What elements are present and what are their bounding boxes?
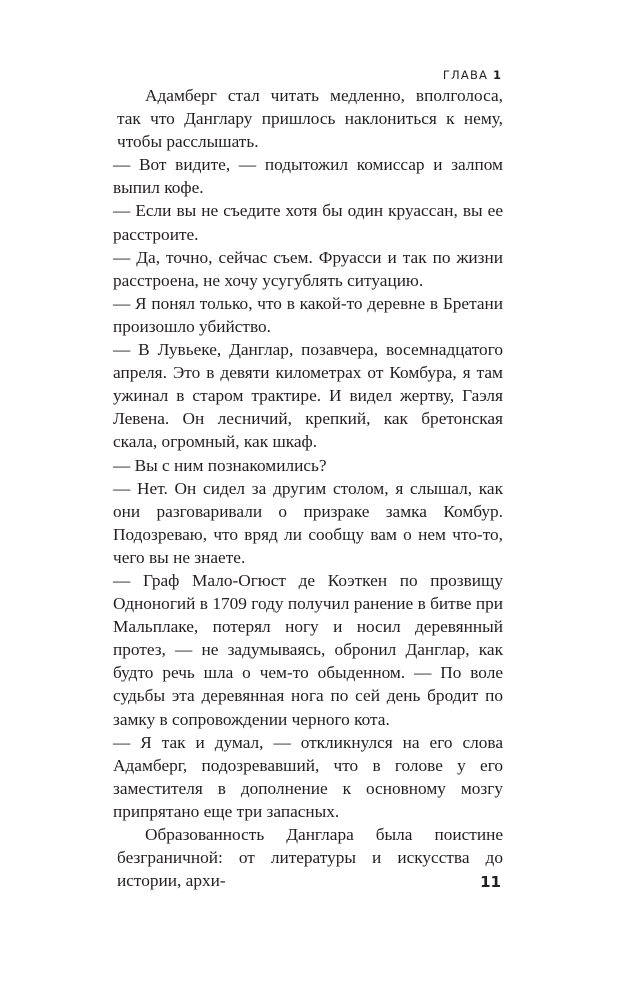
chapter-label: ГЛАВА	[442, 68, 489, 82]
paragraph: Образованность Данглара была поистине безграничной: от литературы и искусства до истории, архи-	[117, 825, 503, 891]
dialog-line: — Я понял только, что в какой-то деревне в Бретани произошло убийство.	[113, 293, 503, 336]
body-text	[113, 84, 503, 892]
dialog-line: — Вот видите, — подытожил комиссар и залпом выпил кофе.	[113, 155, 503, 198]
dialog-line: — Нет. Он сидел за другим столом, я слышал, как они разговаривали о призраке замка Комбур. Подозреваю, что вряд ли сообщу вам о нем что-то, чего вы не знаете.	[113, 478, 503, 567]
page-number: 11	[480, 873, 501, 891]
running-head	[443, 68, 501, 82]
dialog-line: — Граф Мало-Огюст де Коэткен по прозвищу Одноногий в 1709 году получил ранение в битве при Мальплаке, потерял ногу и носил деревянный протез, — не задумываясь, обронил Данглар, как будто речь шла о чем-то обыденном. — По воле судьбы эта деревянная нога по сей день бродит по замку в сопровождении черного кота.	[113, 570, 503, 729]
dialog-line: — Да, точно, сейчас съем. Фруасси и так по жизни расстроена, не хочу усугублять ситуацию.	[113, 247, 503, 290]
dialog-line: — Если вы не съедите хотя бы один круассан, вы ее расстроите.	[113, 201, 503, 244]
dialog-line: — Я так и думал, — откликнулся на его слова Адамберг, подозревавший, что в голове у его заместителя в дополнение к основному мозгу припрятано еще три запасных.	[113, 732, 503, 821]
dialog-line: — В Лувьеке, Данглар, позавчера, восемнадцатого апреля. Это в девяти километрах от Комбура, я там ужинал в старом трактире. И видел жертву, Гаэля Левена. Он лесничий, крепкий, как бретонская скала, огромный, как шкаф.	[113, 340, 503, 452]
dialog-line: — Вы с ним познакомились?	[113, 455, 327, 475]
chapter-number: 1	[492, 68, 501, 82]
paragraph: Адамберг стал читать медленно, вполголоса, так что Данглару пришлось наклониться к нему, чтобы расслышать.	[117, 86, 503, 152]
